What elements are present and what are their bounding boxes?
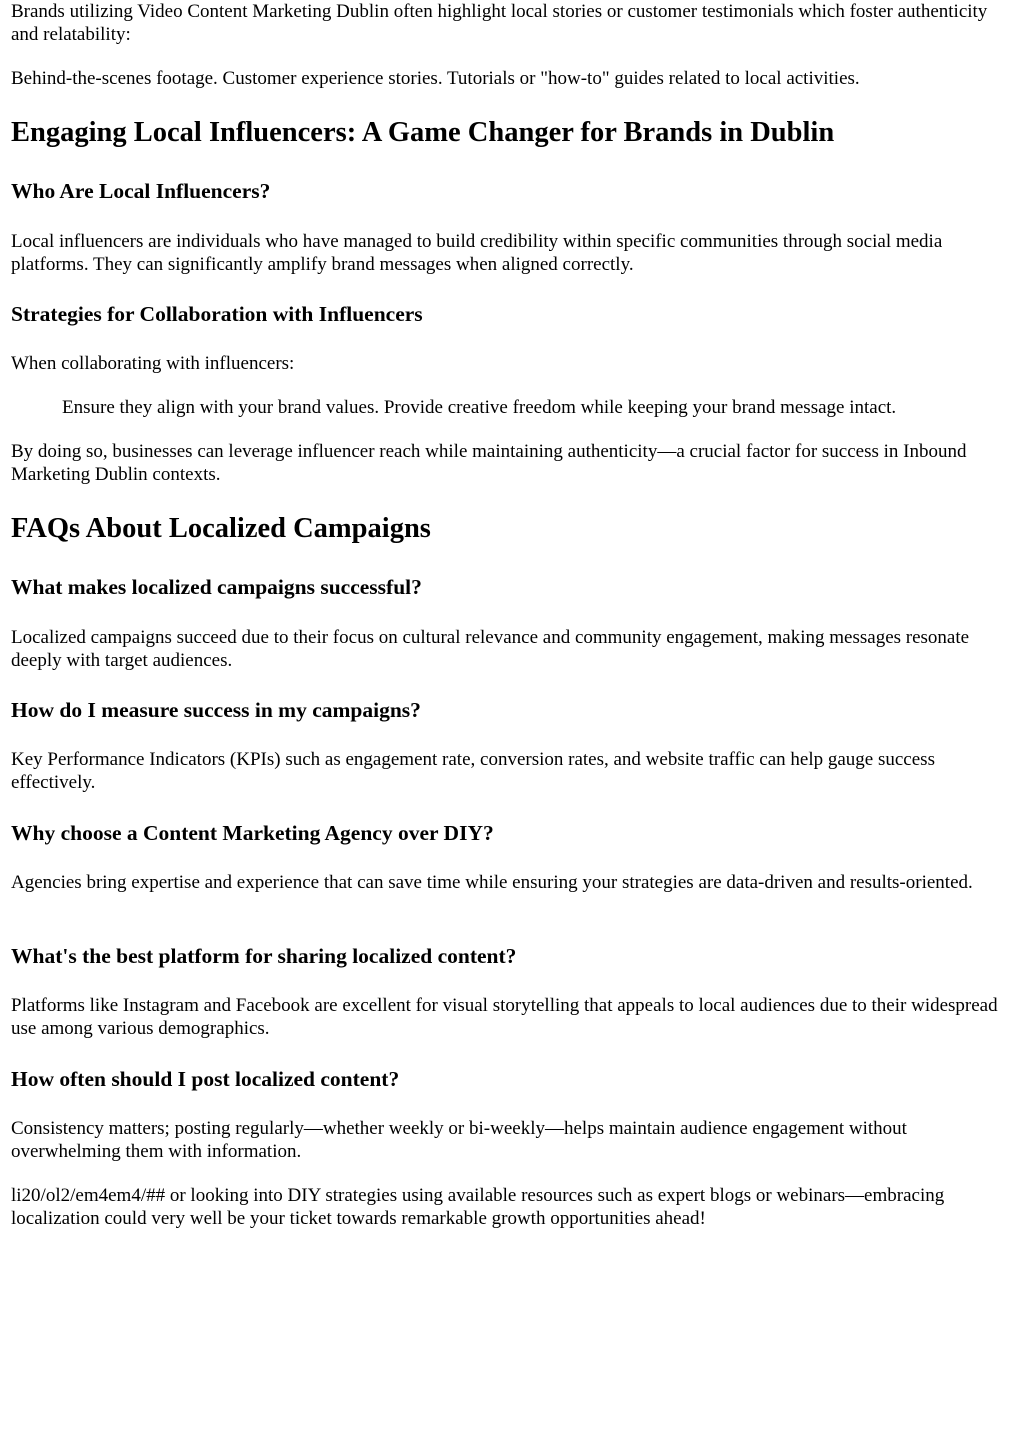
faq-question: What makes localized campaigns successful? (11, 575, 422, 599)
faqs-heading: FAQs About Localized Campaigns (11, 513, 431, 544)
strategies-list: Ensure they align with your brand values. Provide creative freedom while keeping your brand message intact. (62, 397, 897, 418)
who-heading: Who Are Local Influencers? (11, 179, 271, 203)
faq-question: Why choose a Content Marketing Agency over DIY? (11, 821, 494, 845)
influencers-heading: Engaging Local Influencers: A Game Changer for Brands in Dublin (11, 117, 835, 148)
intro-list-text: Behind-the-scenes footage. Customer experience stories. Tutorials or "how-to" guides related to local activities. (11, 68, 860, 89)
intro-paragraph: Brands utilizing Video Content Marketing Dublin often highlight local stories or customer testimonials which foster authenticity and relatability: (11, 1, 988, 45)
faq-answer: Consistency matters; posting regularly—whether weekly or bi-weekly—helps maintain audience engagement without overwhelming them with information. (11, 1118, 907, 1162)
strategies-intro: When collaborating with influencers: (11, 353, 295, 374)
faq-answer: Platforms like Instagram and Facebook are excellent for visual storytelling that appeals to local audiences due to their widespread use among various demographics. (11, 995, 998, 1039)
faq-answer: Agencies bring expertise and experience that can save time while ensuring your strategies are data-driven and results-oriented. (11, 872, 973, 893)
faq-question: What's the best platform for sharing localized content? (11, 944, 517, 968)
faq-answer: Key Performance Indicators (KPIs) such as engagement rate, conversion rates, and website traffic can help gauge success effectively. (11, 749, 935, 793)
faq-answer: Localized campaigns succeed due to their focus on cultural relevance and community engagement, making messages resonate deeply with target audiences. (11, 627, 970, 671)
faq-question: How do I measure success in my campaigns? (11, 698, 421, 722)
strategies-outro: By doing so, businesses can leverage influencer reach while maintaining authenticity—a crucial factor for success in Inbound Marketing Dublin contexts. (11, 441, 967, 485)
who-text: Local influencers are individuals who have managed to build credibility within specific communities through social media platforms. They can significantly amplify brand messages when aligned correctly. (11, 231, 943, 275)
closing-paragraph: li20/ol2/em4em4/## or looking into DIY strategies using available resources such as expert blogs or webinars—embracing localization could very well be your ticket towards remarkable growth opportunities ahead! (11, 1185, 945, 1229)
faq-question: How often should I post localized content? (11, 1067, 400, 1091)
strategies-heading: Strategies for Collaboration with Influencers (11, 302, 423, 326)
